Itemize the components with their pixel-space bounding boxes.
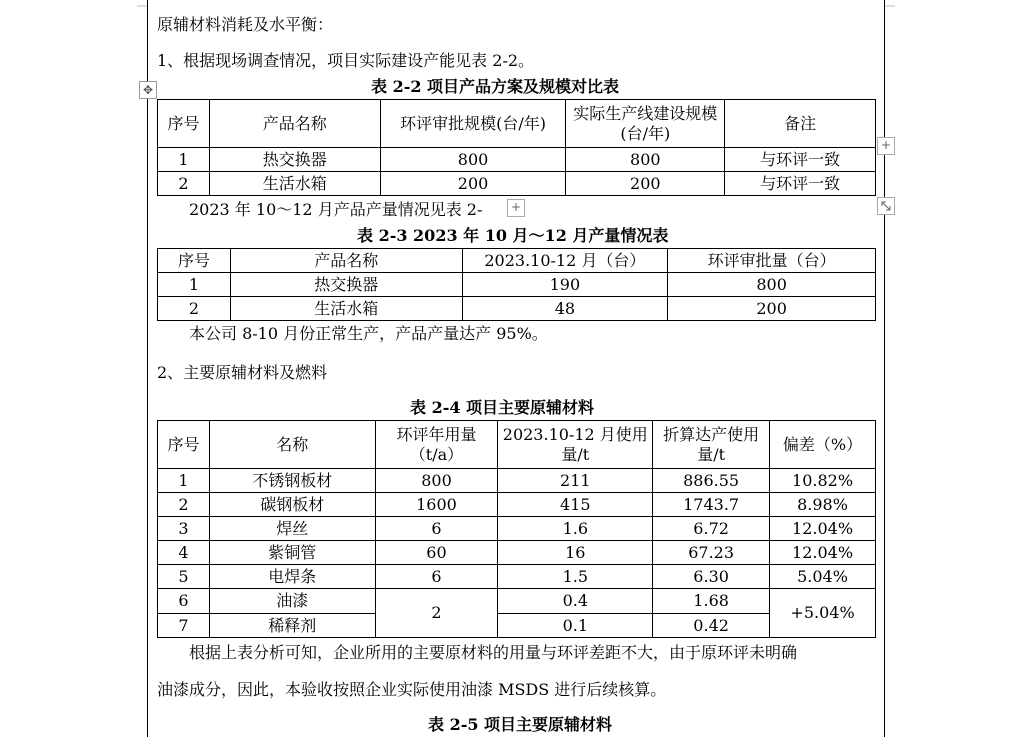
header-cell[interactable]: 偏差（%） xyxy=(770,421,876,469)
paragraph-output-intro: 2023 年 10～12 月产品产量情况见表 2- xyxy=(189,200,483,219)
cell[interactable]: 5.04% xyxy=(770,565,876,589)
header-cell[interactable]: 环评年用量（t/a） xyxy=(375,421,498,469)
table-row xyxy=(158,469,876,493)
header-cell[interactable]: 环评审批量（台） xyxy=(668,249,876,273)
paragraph-capacity: 1、根据现场调查情况，项目实际建设产能见表 2-2。 xyxy=(157,51,535,70)
header-cell[interactable]: 折算达产使用量/t xyxy=(653,421,770,469)
cell[interactable]: 800 xyxy=(375,469,498,493)
page-corner-mark-left xyxy=(137,0,147,10)
cell[interactable]: 1 xyxy=(158,273,231,297)
table-row xyxy=(158,273,876,297)
cell[interactable]: 1743.7 xyxy=(653,493,770,517)
table-row xyxy=(158,614,876,638)
merged-usage-cell[interactable]: 2 xyxy=(375,589,498,638)
cell[interactable]: 1600 xyxy=(375,493,498,517)
table-header-row xyxy=(158,100,876,148)
cell[interactable]: 与环评一致 xyxy=(725,172,876,196)
cell[interactable]: 16 xyxy=(498,541,653,565)
cell[interactable]: 电焊条 xyxy=(209,565,375,589)
cell[interactable]: 生活水箱 xyxy=(209,172,380,196)
table-row xyxy=(158,565,876,589)
cell[interactable]: 800 xyxy=(566,148,725,172)
cell[interactable]: 6 xyxy=(158,589,210,614)
table-resize-icon[interactable] xyxy=(877,197,895,215)
cell[interactable]: 8.98% xyxy=(770,493,876,517)
cell[interactable]: 0.42 xyxy=(653,614,770,638)
table-row xyxy=(158,541,876,565)
cell[interactable]: 1.5 xyxy=(498,565,653,589)
header-cell[interactable]: 2023.10-12 月使用量/t xyxy=(498,421,653,469)
header-cell[interactable]: 产品名称 xyxy=(230,249,462,273)
table-2-3[interactable] xyxy=(157,248,876,321)
cell[interactable]: 60 xyxy=(375,541,498,565)
add-column-button[interactable]: + xyxy=(877,137,895,155)
table-move-handle[interactable]: ✥ xyxy=(139,81,157,99)
paragraph-materials-heading: 2、主要原辅材料及燃料 xyxy=(157,363,328,382)
table-header-row xyxy=(158,249,876,273)
table-2-2[interactable] xyxy=(157,99,876,196)
cell[interactable]: 与环评一致 xyxy=(725,148,876,172)
table-row xyxy=(158,297,876,321)
table-2-4[interactable] xyxy=(157,420,876,638)
table-header-row xyxy=(158,421,876,469)
paragraph-production-note: 本公司 8-10 月份正常生产，产品产量达产 95%。 xyxy=(189,324,548,343)
cell[interactable]: 热交换器 xyxy=(230,273,462,297)
header-cell[interactable]: 实际生产线建设规模(台/年) xyxy=(566,100,725,148)
cell[interactable]: 800 xyxy=(380,148,566,172)
paragraph-analysis-line2: 油漆成分，因此，本验收按照企业实际使用油漆 MSDS 进行后续核算。 xyxy=(157,680,667,699)
header-cell[interactable]: 序号 xyxy=(158,421,210,469)
cell[interactable]: 12.04% xyxy=(770,541,876,565)
merged-deviation-cell[interactable]: +5.04% xyxy=(770,589,876,638)
add-row-button[interactable]: + xyxy=(507,199,525,217)
header-cell[interactable]: 产品名称 xyxy=(209,100,380,148)
page-corner-mark-right xyxy=(885,0,895,10)
table-2-3-title: 表 2-3 2023 年 10 月～12 月产量情况表 xyxy=(357,226,669,245)
table-row xyxy=(158,148,876,172)
cell[interactable]: 5 xyxy=(158,565,210,589)
cell[interactable]: 7 xyxy=(158,614,210,638)
header-cell[interactable]: 2023.10-12 月（台） xyxy=(462,249,668,273)
cell[interactable]: 6.72 xyxy=(653,517,770,541)
cell[interactable]: 3 xyxy=(158,517,210,541)
cell[interactable]: 紫铜管 xyxy=(209,541,375,565)
cell[interactable]: 1 xyxy=(158,469,210,493)
table-row xyxy=(158,517,876,541)
paragraph-analysis-line1: 根据上表分析可知，企业所用的主要原材料的用量与环评差距不大，由于原环评未明确 xyxy=(189,643,798,662)
cell[interactable]: 1.68 xyxy=(653,589,770,614)
cell[interactable]: 0.1 xyxy=(498,614,653,638)
cell[interactable]: 0.4 xyxy=(498,589,653,614)
cell[interactable]: 200 xyxy=(668,297,876,321)
table-row xyxy=(158,493,876,517)
cell[interactable]: 200 xyxy=(566,172,725,196)
cell[interactable]: 1.6 xyxy=(498,517,653,541)
cell[interactable]: 48 xyxy=(462,297,668,321)
table-2-5-title: 表 2-5 项目主要原辅材料 xyxy=(428,715,613,734)
cell[interactable]: 4 xyxy=(158,541,210,565)
cell[interactable]: 67.23 xyxy=(653,541,770,565)
cell[interactable]: 211 xyxy=(498,469,653,493)
table-2-2-title: 表 2-2 项目产品方案及规模对比表 xyxy=(371,77,620,96)
cell[interactable]: 200 xyxy=(380,172,566,196)
cell[interactable]: 2 xyxy=(158,172,210,196)
header-cell[interactable]: 名称 xyxy=(209,421,375,469)
table-2-4-title: 表 2-4 项目主要原辅材料 xyxy=(410,398,595,417)
cell[interactable]: 不锈钢板材 xyxy=(209,469,375,493)
cell[interactable]: 油漆 xyxy=(209,589,375,614)
cell[interactable]: 415 xyxy=(498,493,653,517)
section-heading: 原辅材料消耗及水平衡： xyxy=(157,15,334,34)
cell[interactable]: 1 xyxy=(158,148,210,172)
cell[interactable]: 2 xyxy=(158,297,231,321)
cell[interactable]: 10.82% xyxy=(770,469,876,493)
cell[interactable]: 热交换器 xyxy=(209,148,380,172)
header-cell[interactable]: 序号 xyxy=(158,100,210,148)
cell[interactable]: 2 xyxy=(158,493,210,517)
header-cell[interactable]: 环评审批规模(台/年) xyxy=(380,100,566,148)
cell[interactable]: 生活水箱 xyxy=(230,297,462,321)
cell[interactable]: 6 xyxy=(375,517,498,541)
cell[interactable]: 稀释剂 xyxy=(209,614,375,638)
cell[interactable]: 碳钢板材 xyxy=(209,493,375,517)
cell[interactable]: 焊丝 xyxy=(209,517,375,541)
table-row xyxy=(158,589,876,614)
table-row xyxy=(158,172,876,196)
header-cell[interactable]: 序号 xyxy=(158,249,231,273)
cell[interactable]: 12.04% xyxy=(770,517,876,541)
cell[interactable]: 886.55 xyxy=(653,469,770,493)
cell[interactable]: 6.30 xyxy=(653,565,770,589)
cell[interactable]: 800 xyxy=(668,273,876,297)
header-cell[interactable]: 备注 xyxy=(725,100,876,148)
cell[interactable]: 190 xyxy=(462,273,668,297)
cell[interactable]: 6 xyxy=(375,565,498,589)
